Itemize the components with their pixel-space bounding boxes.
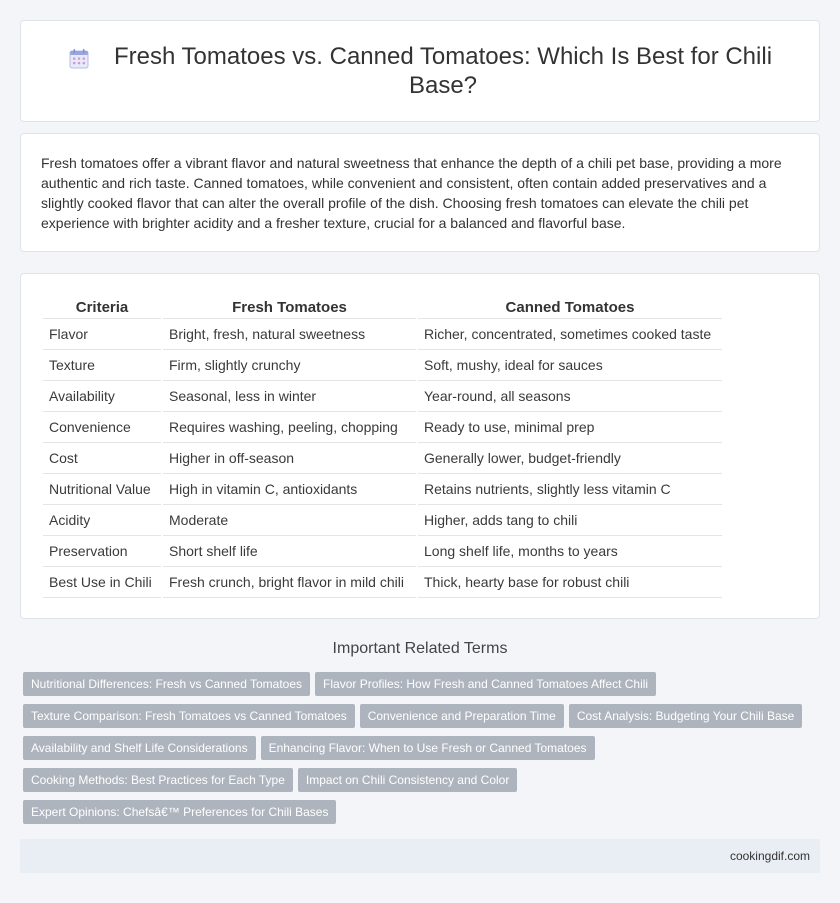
footer-site-link[interactable]: cookingdif.com	[729, 849, 810, 863]
cell-criteria: Availability	[43, 381, 161, 412]
cell-fresh: Firm, slightly crunchy	[163, 350, 416, 381]
table-row	[43, 567, 722, 598]
cell-fresh: Higher in off-season	[163, 443, 416, 474]
cell-criteria: Cost	[43, 443, 161, 474]
related-term-tag[interactable]: Texture Comparison: Fresh Tomatoes vs Canned Tomatoes	[23, 704, 355, 728]
cell-fresh: Moderate	[163, 505, 416, 536]
related-term-tag[interactable]: Cost Analysis: Budgeting Your Chili Base	[569, 704, 802, 728]
title-card	[20, 20, 820, 122]
page-title: Fresh Tomatoes vs. Canned Tomatoes: Which Is Best for Chili Base?	[113, 43, 773, 99]
cell-canned: Richer, concentrated, sometimes cooked taste	[418, 319, 722, 350]
cell-criteria: Flavor	[43, 319, 161, 350]
cell-canned: Ready to use, minimal prep	[418, 412, 722, 443]
cell-fresh: Bright, fresh, natural sweetness	[163, 319, 416, 350]
intro-paragraph: Fresh tomatoes offer a vibrant flavor and natural sweetness that enhance the depth of a chili pet base, providing a more authentic and rich taste. Canned tomatoes, while convenient and consistent, often contain added preservatives and a slightly cooked flavor that can alter the overall profile of the dish. Choosing fresh tomatoes can elevate the chili pet experience with brighter acidity and a fresher texture, crucial for a balanced and flavorful base.	[41, 155, 782, 231]
related-term-tag[interactable]: Availability and Shelf Life Considerations	[23, 736, 256, 760]
table-row	[43, 505, 722, 536]
related-terms-list	[23, 672, 823, 832]
intro-card	[20, 133, 820, 252]
table-row	[43, 350, 722, 381]
footer	[20, 839, 820, 873]
table-row	[43, 319, 722, 350]
cell-canned: Year-round, all seasons	[418, 381, 722, 412]
table-row	[43, 443, 722, 474]
table-row	[43, 474, 722, 505]
related-term-tag[interactable]: Convenience and Preparation Time	[360, 704, 564, 728]
cell-canned: Higher, adds tang to chili	[418, 505, 722, 536]
related-term-tag[interactable]: Cooking Methods: Best Practices for Each Type	[23, 768, 293, 792]
cell-criteria: Convenience	[43, 412, 161, 443]
cell-criteria: Texture	[43, 350, 161, 381]
cell-criteria: Acidity	[43, 505, 161, 536]
cell-canned: Thick, hearty base for robust chili	[418, 567, 722, 598]
cell-criteria: Nutritional Value	[43, 474, 161, 505]
header-canned: Canned Tomatoes	[418, 296, 722, 319]
cell-fresh: Short shelf life	[163, 536, 416, 567]
related-terms-title: Important Related Terms	[332, 640, 508, 657]
table-header-row	[43, 296, 722, 319]
comparison-table	[41, 296, 724, 598]
table-row	[43, 381, 722, 412]
calendar-icon	[67, 47, 91, 71]
cell-canned: Generally lower, budget-friendly	[418, 443, 722, 474]
related-term-tag[interactable]: Impact on Chili Consistency and Color	[298, 768, 517, 792]
cell-fresh: Fresh crunch, bright flavor in mild chili	[163, 567, 416, 598]
cell-fresh: Requires washing, peeling, chopping	[163, 412, 416, 443]
header-fresh: Fresh Tomatoes	[163, 296, 416, 319]
table-row	[43, 412, 722, 443]
related-term-tag[interactable]: Nutritional Differences: Fresh vs Canned Tomatoes	[23, 672, 310, 696]
related-term-tag[interactable]: Enhancing Flavor: When to Use Fresh or Canned Tomatoes	[261, 736, 595, 760]
cell-canned: Long shelf life, months to years	[418, 536, 722, 567]
title-wrap	[67, 42, 773, 100]
cell-canned: Retains nutrients, slightly less vitamin C	[418, 474, 722, 505]
table-card	[20, 273, 820, 619]
table-row	[43, 536, 722, 567]
cell-fresh: High in vitamin C, antioxidants	[163, 474, 416, 505]
related-term-tag[interactable]: Expert Opinions: Chefsâ€™ Preferences for Chili Bases	[23, 800, 336, 824]
cell-criteria: Preservation	[43, 536, 161, 567]
cell-canned: Soft, mushy, ideal for sauces	[418, 350, 722, 381]
cell-fresh: Seasonal, less in winter	[163, 381, 416, 412]
related-term-tag[interactable]: Flavor Profiles: How Fresh and Canned Tomatoes Affect Chili	[315, 672, 656, 696]
cell-criteria: Best Use in Chili	[43, 567, 161, 598]
header-criteria: Criteria	[43, 296, 161, 319]
